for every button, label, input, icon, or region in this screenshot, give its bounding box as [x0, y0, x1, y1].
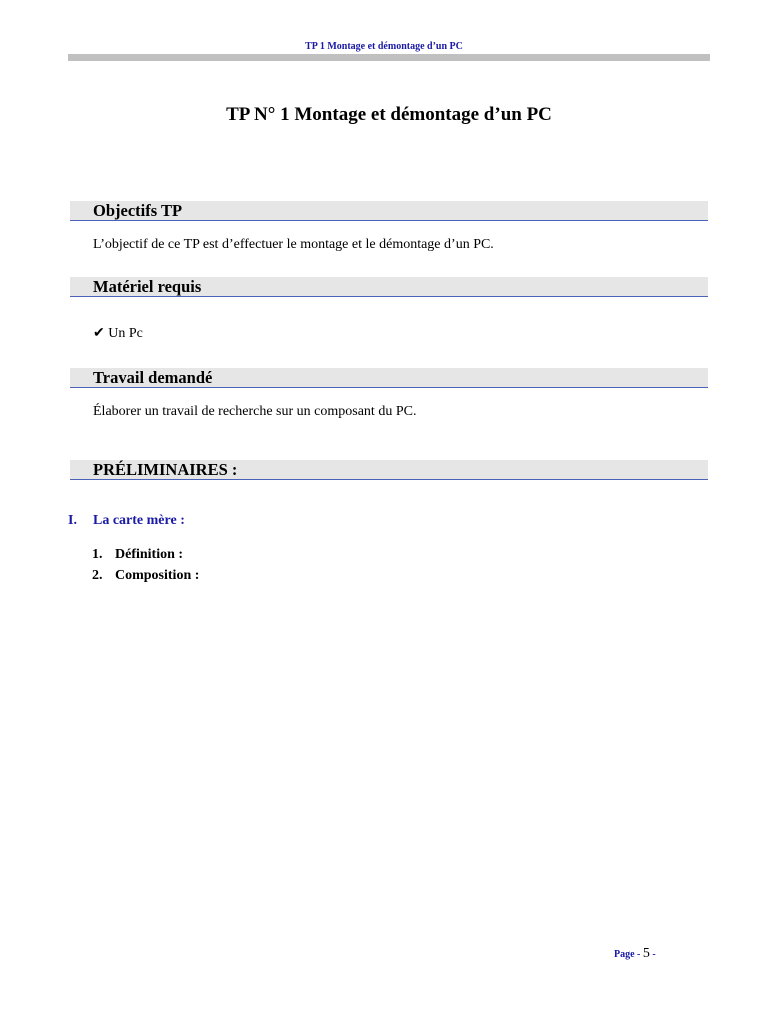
materiel-list-item	[93, 325, 143, 342]
part-heading	[68, 513, 185, 529]
section-preliminaires	[70, 460, 708, 480]
item-number: 2.	[92, 568, 103, 583]
checkmark-icon: ✔	[93, 326, 105, 341]
page-footer	[614, 946, 656, 962]
part-title: La carte mère :	[93, 513, 185, 528]
page-suffix: -	[652, 949, 656, 960]
item-label: Définition :	[115, 547, 184, 562]
document-title: TP N° 1 Montage et démontage d’un PC	[226, 104, 552, 125]
part-numeral: I.	[68, 513, 77, 528]
running-header: TP 1 Montage et démontage d’un PC	[305, 41, 463, 52]
objectifs-text: L’objectif de ce TP est d’effectuer le montage et le démontage d’un PC.	[93, 237, 494, 252]
section-heading: Travail demandé	[93, 368, 213, 387]
numbered-item	[92, 568, 199, 584]
page-number: 5	[642, 946, 650, 961]
numbered-item	[92, 547, 183, 563]
item-label: Composition :	[115, 568, 200, 583]
header-rule	[68, 54, 710, 61]
section-travail	[70, 368, 708, 388]
travail-text: Élaborer un travail de recherche sur un composant du PC.	[93, 404, 417, 419]
section-heading: Objectifs TP	[93, 201, 183, 220]
materiel-item-label: Un Pc	[108, 326, 143, 341]
item-number: 1.	[92, 547, 103, 562]
section-heading: Matériel requis	[93, 277, 202, 296]
page-label: Page -	[614, 949, 641, 960]
section-materiel	[70, 277, 708, 297]
section-heading: PRÉLIMINAIRES :	[93, 460, 238, 479]
section-objectifs	[70, 201, 708, 221]
